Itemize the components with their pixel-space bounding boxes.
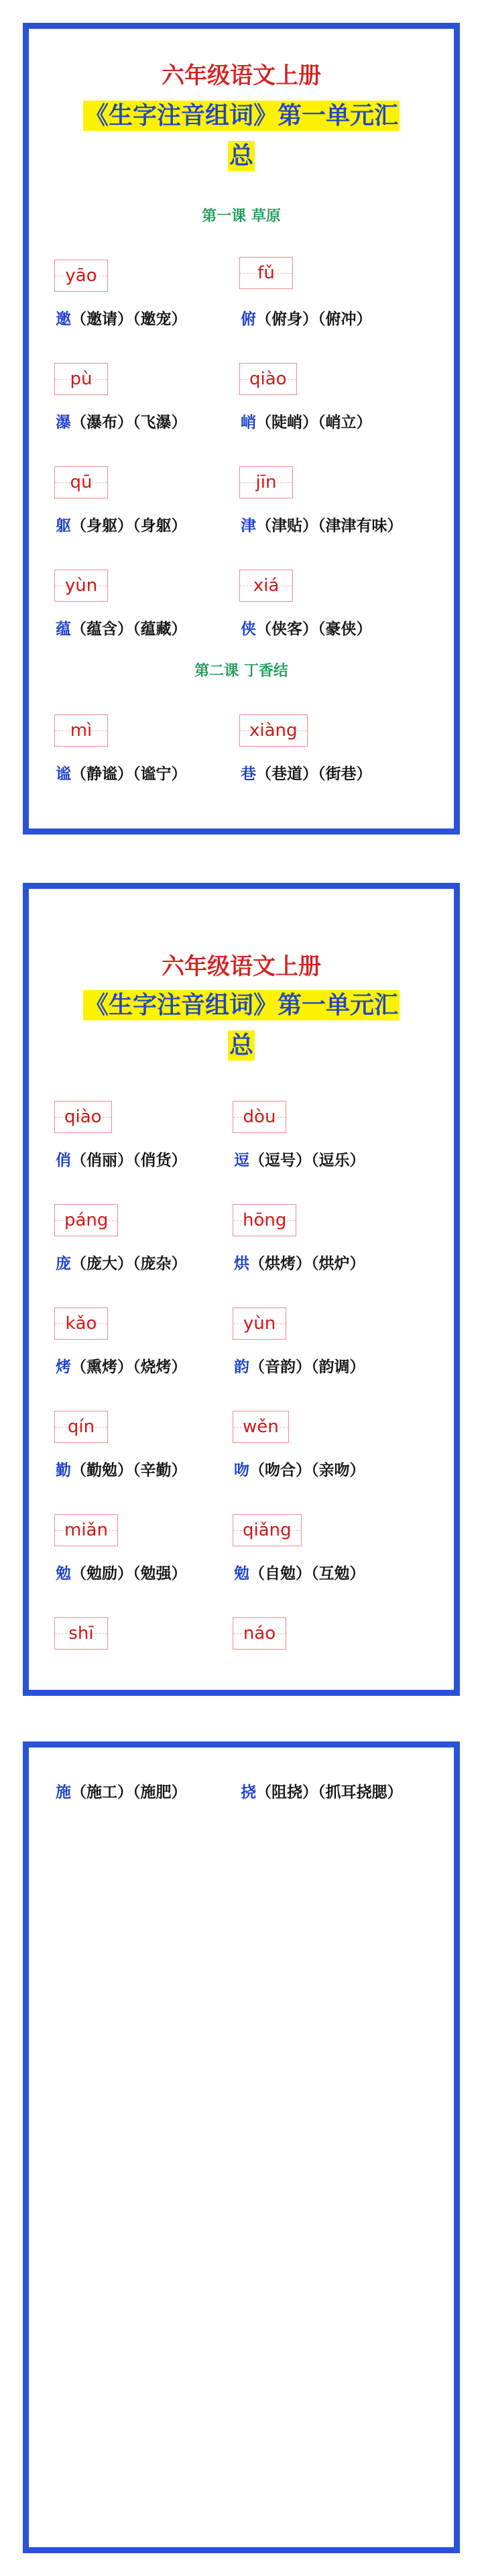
word-group: 吻（吻合）（亲吻） [234,1462,365,1479]
word-group: 峭（陡峭）（峭立） [241,414,372,431]
subtitle-line-1: 《生字注音组词》第一单元汇 [84,102,398,129]
word-group: 施（施工）（施肥） [56,1784,187,1801]
page-subtitle [54,96,429,176]
pinyin-box: páng [54,1204,118,1236]
pinyin-box: qiào [239,363,297,395]
pinyin-box: yùn [54,570,108,602]
word-group: 勤（勤勉）（辛勤） [56,1462,187,1479]
pinyin-box: mì [54,714,108,747]
page-title: 六年级语文上册 [162,62,321,89]
pinyin-box: qū [54,466,108,498]
pinyin-box: qiǎng [233,1514,302,1546]
word-group: 庞（庞大）（庞杂） [56,1255,187,1273]
word-group: 烘（烘烤）（烘炉） [234,1255,365,1273]
word-group: 谧（静谧）（谧宁） [56,765,187,783]
word-group: 逗（逗号）（逗乐） [234,1152,365,1169]
pinyin-box: xiá [239,570,293,602]
pinyin-box: yùn [233,1307,286,1340]
word-group: 巷（巷道）（街巷） [241,765,372,783]
pinyin-box: hōng [233,1204,296,1236]
pinyin-box: fǔ [239,257,293,289]
subtitle-line-1: 《生字注音组词》第一单元汇 [84,991,398,1019]
pinyin-box: kǎo [54,1307,108,1340]
word-group: 蕴（蕴含）（蕴藏） [56,621,187,638]
page-card-1 [23,23,460,835]
word-group: 瀑（瀑布）（飞瀑） [56,414,187,431]
word-group: 挠（阻挠）（抓耳挠腮） [241,1784,403,1801]
word-group: 邀（邀请）（邀宠） [56,311,187,328]
pinyin-box: pù [54,363,108,395]
word-group: 侠（侠客）（豪侠） [241,621,372,638]
subtitle-line-2: 总 [229,142,253,170]
word-group: 烤（熏烤）（烧烤） [56,1358,187,1376]
word-group: 勉（自勉）（互勉） [234,1565,365,1582]
word-group: 勉（勉励）（勉强） [56,1565,187,1582]
pinyin-box: náo [233,1617,286,1650]
subtitle-line-2: 总 [229,1032,253,1059]
word-group: 俏（俏丽）（俏货） [56,1152,187,1169]
pinyin-box: miǎn [54,1514,118,1546]
pinyin-box: jīn [239,466,293,498]
pinyin-box: xiàng [239,714,308,747]
pinyin-box: wěn [233,1411,289,1443]
page-title: 六年级语文上册 [162,953,321,980]
page-subtitle [54,985,429,1066]
lesson-heading: 第一课 草原 [202,208,281,225]
pinyin-box: shī [54,1617,108,1650]
pinyin-box: qín [54,1411,108,1443]
pinyin-box: yāo [54,260,108,292]
pinyin-box: dòu [233,1101,286,1133]
word-group: 躯（身躯）（身躯） [56,517,187,535]
word-group: 俯（俯身）（俯冲） [241,311,372,328]
pinyin-box: qiào [54,1101,112,1133]
word-group: 津（津贴）（津津有味） [241,517,403,535]
page-card-2 [23,883,460,1696]
lesson-heading: 第二课 丁香结 [194,663,288,680]
page-card-3 [23,1741,460,2553]
word-group: 韵（音韵）（韵调） [234,1358,365,1376]
